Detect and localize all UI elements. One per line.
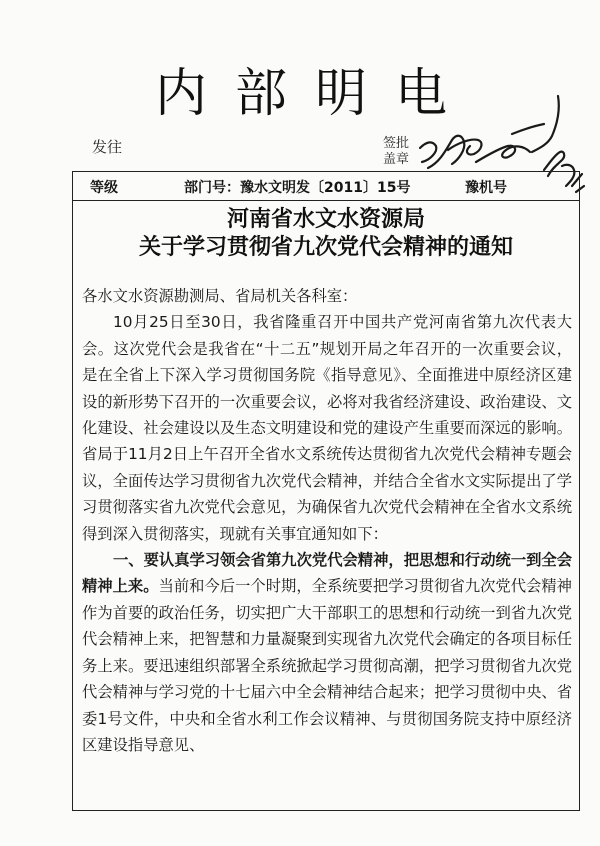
paragraph-2: [82, 547, 572, 758]
notice-title-line1: 河南省水文水资源局: [226, 207, 425, 232]
paragraph-2-text: 当前和今后一个时期，全系统要把学习贯彻省九次党代会精神作为首要的政治任务，切实把广大干部职工的思想和行动统一到省九次党代会精神上来，把智慧和力量凝聚到实现省九次党代会确定的各项目标任务上来。要迅速组织部署全系统掀起学习贯彻高潮，把学习贯彻省九次党代会精神与学习党的十七届六中全会精神结合起来；把学习贯彻中央、省委1号文件，中央和全省水利工作会议精神、与贯彻国务院支持中原经济区建设指导意见、: [82, 577, 572, 754]
sign-seal-label: [383, 136, 415, 168]
document-title: 内部明电: [155, 64, 476, 124]
send-to-label: 发往: [92, 138, 123, 156]
meta-row: [72, 171, 580, 201]
notice-body: [82, 283, 572, 758]
province-number-label: 豫机号: [465, 180, 507, 196]
dept-number: 部门号：豫水文明发〔2011〕15号: [184, 180, 411, 196]
paragraph-2-heading: 一、要认真学习领会省第九次党代会精神，把思想和行动统一到全会精神上来。: [82, 551, 572, 596]
sign-label-line1: 签批: [383, 136, 410, 151]
level-label: 等级: [90, 180, 118, 196]
salutation: 各水文水资源勘测局、省局机关各科室：: [82, 287, 358, 305]
notice-title: [72, 206, 580, 262]
sign-label-line2: 盖章: [383, 152, 410, 167]
notice-title-line2: 关于学习贯彻省九次党代会精神的通知: [138, 235, 513, 260]
paragraph-1: 10月25日至30日，我省隆重召开中国共产党河南省第九次代表大会。这次党代会是我省在“十二五”规划开局之年召开的一次重要会议，是在全省上下深入学习贯彻国务院《指导意见》、全面推进中原经济区建设的新形势下召开的一次重要会议，必将对我省经济建设、政治建设、文化建设、社会建设以及生态文明建设和党的建设产生重要而深远的影响。省局于11月2日上午召开全省水文系统传达贯彻省九次党代会精神专题会议，全面传达学习贯彻省九次党代会精神，并结合全省水文实际提出了学习贯彻落实省九次党代会意见，为确保省九次党代会精神在全省水文系统得到深入贯彻落实，现就有关事宜通知如下：: [82, 313, 572, 543]
